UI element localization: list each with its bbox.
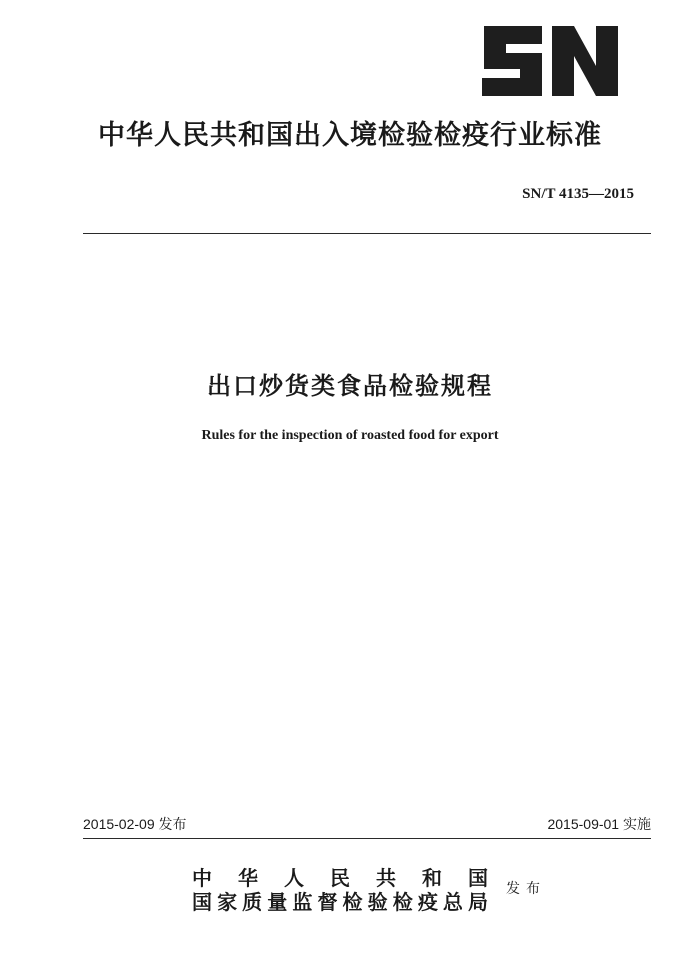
implementation-date: 2015-09-01 实施 [547,816,651,832]
issue-date: 2015-02-09 发布 [83,816,187,832]
issuer-country: 中华人民共和国 [192,866,488,890]
document-title-chinese: 出口炒货类食品检验规程 [207,372,493,400]
top-divider [83,233,651,234]
bottom-divider [83,838,651,839]
sn-logo-mark [482,26,618,96]
issuing-authority [192,866,488,914]
standard-category-title: 中华人民共和国出入境检验检疫行业标准 [98,120,602,151]
sn-logo [480,26,620,96]
document-title-english: Rules for the inspection of roasted food for export [201,428,499,443]
issuer-agency: 国家质量监督检验检疫总局 [192,890,488,914]
issue-mark: 发布 [506,881,546,897]
standard-number: SN/T 4135—2015 [522,186,634,202]
